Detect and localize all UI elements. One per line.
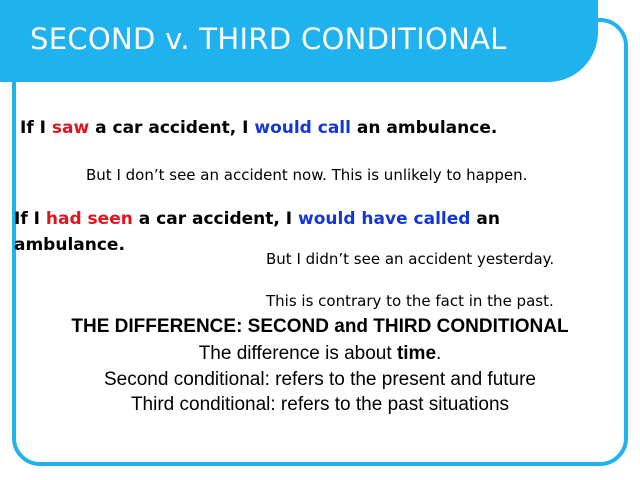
difference-line-3: Third conditional: refers to the past situations (130, 394, 510, 415)
second-conditional-sentence (20, 118, 497, 138)
sentence-part: an ambulance. (14, 209, 500, 255)
sentence-part: a car accident, I (132, 209, 299, 229)
modal-perfect-verb: would have called (298, 209, 471, 229)
third-conditional-note-2: This is contrary to the fact in the past. (266, 292, 554, 310)
difference-keyword: time (396, 343, 437, 364)
modal-verb: would call (254, 118, 351, 138)
third-conditional-note-1: But I didn’t see an accident yesterday. (266, 250, 555, 268)
past-verb: saw (51, 118, 90, 138)
sentence-part: an ambulance. (350, 118, 498, 138)
sentence-part: If I (20, 118, 52, 138)
slide-title: SECOND v. THIRD CONDITIONAL (30, 22, 507, 56)
title-banner (0, 0, 598, 82)
difference-line-2: Second conditional: refers to the present and future (104, 369, 536, 390)
past-perfect-verb: had seen (45, 209, 133, 229)
sentence-part: If I (14, 209, 46, 229)
difference-heading: THE DIFFERENCE: SECOND and THIRD CONDITIONAL (71, 316, 569, 337)
difference-text: . (436, 343, 442, 364)
difference-line-1 (0, 343, 640, 365)
sentence-part: a car accident, I (89, 118, 255, 138)
difference-text: The difference is about (198, 343, 397, 364)
second-conditional-note: But I don’t see an accident now. This is unlikely to happen. (86, 166, 528, 184)
